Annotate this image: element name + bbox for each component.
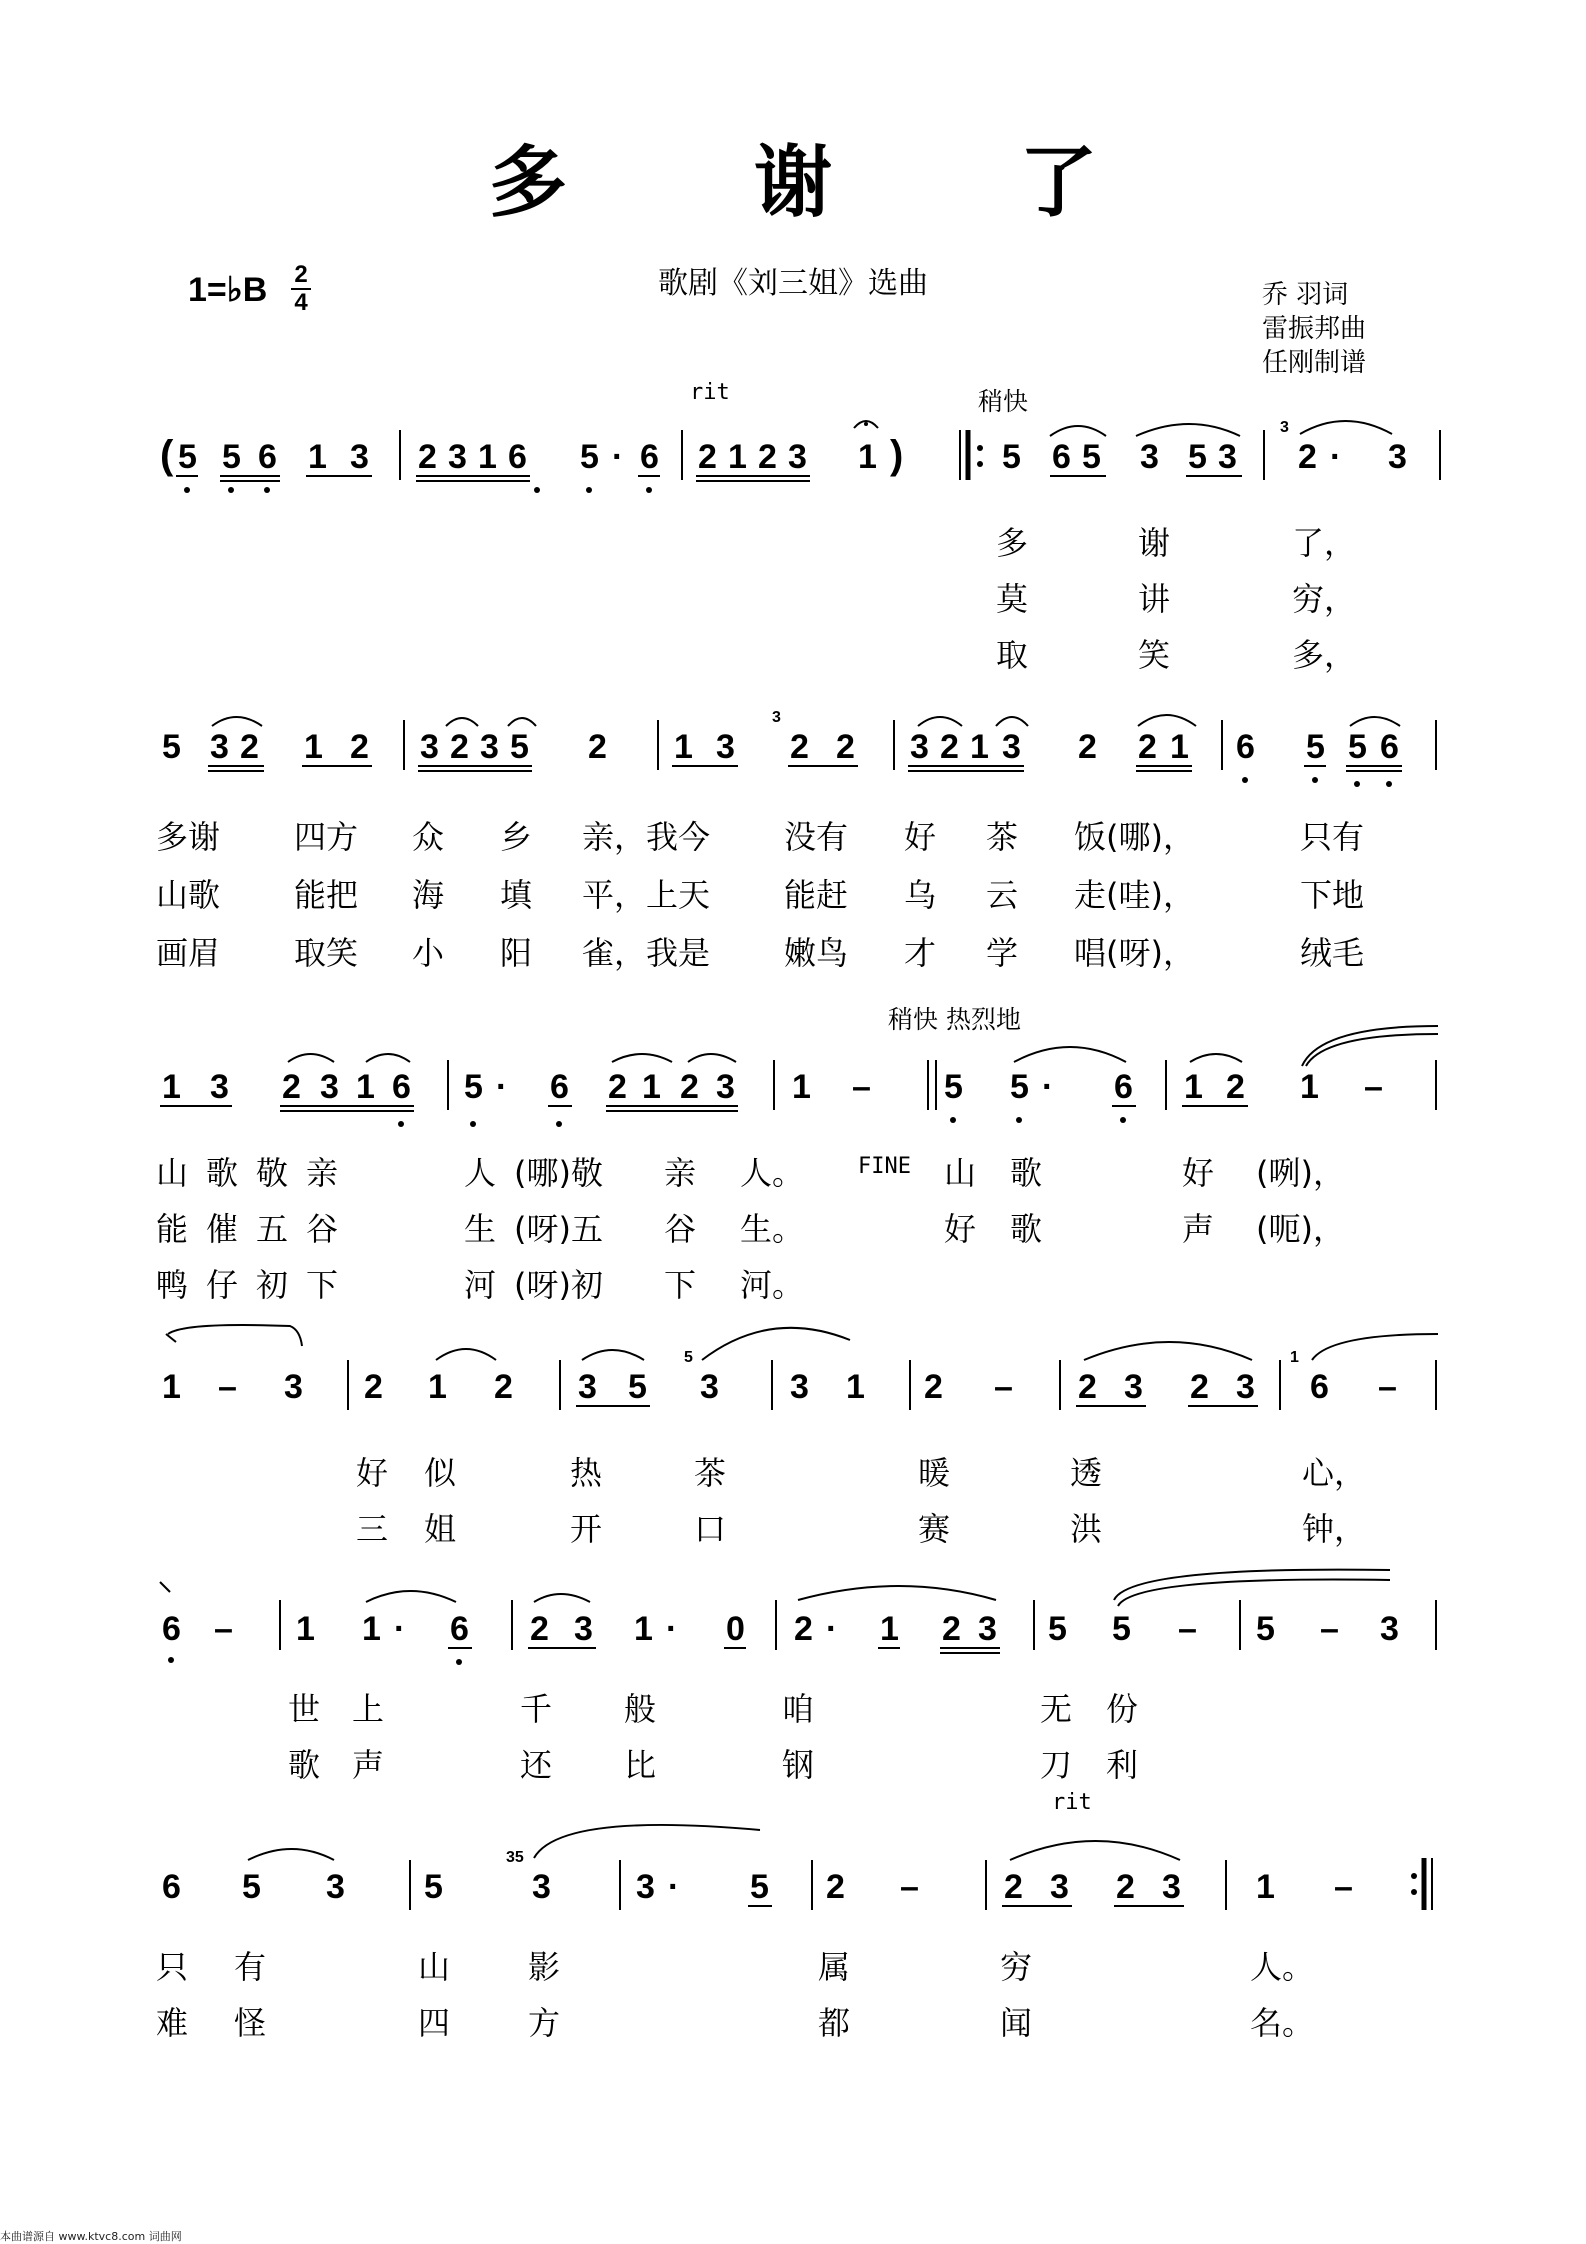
lyric: 歌 xyxy=(288,1746,321,1784)
svg-text:1: 1 xyxy=(674,728,693,766)
svg-text:3: 3 xyxy=(420,728,439,766)
lyric: 世 xyxy=(288,1690,321,1728)
lyric: 饭(哪)， xyxy=(1074,818,1195,856)
time-bottom: 4 xyxy=(294,289,308,316)
svg-text:2: 2 xyxy=(836,728,855,766)
tempo-term-2: 稍快 热烈地 xyxy=(888,1005,1021,1034)
lyric: 透 xyxy=(1070,1454,1103,1492)
lyric: 亲 xyxy=(664,1154,697,1192)
svg-text:–: – xyxy=(218,1368,237,1406)
svg-text:–: – xyxy=(852,1068,871,1106)
lyric: 开 xyxy=(570,1510,603,1548)
lyric: 谷 xyxy=(664,1210,697,1248)
lyric: (呃)， xyxy=(1256,1210,1345,1248)
lyric: 亲，我今 xyxy=(582,818,711,856)
tempo-term-1: 稍快 xyxy=(978,387,1029,416)
lyric: 还 xyxy=(520,1746,553,1784)
lyric: 茶 xyxy=(986,818,1019,856)
svg-text:·: · xyxy=(668,1868,680,1906)
lyric: 赛 xyxy=(918,1510,951,1548)
svg-text:2: 2 xyxy=(240,728,259,766)
svg-text:·: · xyxy=(612,438,624,476)
lyric: 方 xyxy=(528,2004,561,2042)
lyric: 姐 xyxy=(424,1510,457,1548)
lyric: 三 xyxy=(356,1510,389,1548)
lyric: 山歌敬亲 xyxy=(156,1154,357,1192)
svg-text:·: · xyxy=(1042,1068,1054,1106)
lyric: 下地 xyxy=(1300,876,1365,914)
lyric: 心， xyxy=(1302,1454,1367,1492)
svg-text:3: 3 xyxy=(790,1368,809,1406)
svg-text:2: 2 xyxy=(1116,1868,1135,1906)
lyric: 河 xyxy=(464,1266,497,1304)
lyric: (呀)初 xyxy=(514,1266,603,1304)
lyric: 山 xyxy=(944,1154,977,1192)
lyric: 刀 xyxy=(1040,1746,1073,1784)
svg-text:–: – xyxy=(1364,1068,1383,1106)
composer: 雷振邦曲 xyxy=(1262,314,1367,344)
svg-text:1: 1 xyxy=(478,438,497,476)
svg-text:3: 3 xyxy=(210,1068,229,1106)
svg-text:5: 5 xyxy=(1002,438,1021,476)
svg-text:2: 2 xyxy=(608,1068,627,1106)
lyric: 河。 xyxy=(740,1266,805,1304)
lyric: 咱 xyxy=(782,1690,815,1728)
svg-text:2: 2 xyxy=(530,1610,549,1648)
lyric: 钟， xyxy=(1302,1510,1367,1548)
svg-text:5: 5 xyxy=(1348,728,1367,766)
svg-text:3: 3 xyxy=(350,438,369,476)
lyric: 歌 xyxy=(1010,1210,1043,1248)
notation-system-1 xyxy=(160,419,1440,493)
lyric: 生。 xyxy=(740,1210,805,1248)
lyric: 有 xyxy=(234,1948,267,1986)
lyric: 才 xyxy=(904,934,937,972)
svg-text:1: 1 xyxy=(162,1068,181,1106)
svg-text:1: 1 xyxy=(1300,1068,1319,1106)
svg-text:·: · xyxy=(1330,438,1342,476)
svg-text:1: 1 xyxy=(1256,1868,1275,1906)
svg-text:5: 5 xyxy=(750,1868,769,1906)
svg-text:3: 3 xyxy=(978,1610,997,1648)
lyric: 笑 xyxy=(1138,636,1171,674)
lyric: 般 xyxy=(624,1690,657,1728)
lyric: 好 xyxy=(1182,1154,1215,1192)
svg-text:–: – xyxy=(900,1868,919,1906)
svg-text:3: 3 xyxy=(1002,728,1021,766)
svg-text:5: 5 xyxy=(1306,728,1325,766)
lyric: 嫩鸟 xyxy=(784,934,849,972)
lyric: 画眉 xyxy=(156,934,221,972)
lyric: 穷 xyxy=(1000,1948,1033,1986)
svg-text:6: 6 xyxy=(1236,728,1255,766)
lyric: 四 xyxy=(418,2004,451,2042)
svg-text:1: 1 xyxy=(792,1068,811,1106)
svg-text:2: 2 xyxy=(1138,728,1157,766)
svg-text:2: 2 xyxy=(494,1368,513,1406)
lyric: 都 xyxy=(818,2004,851,2042)
subtitle: 歌剧《刘三姐》选曲 xyxy=(658,266,928,301)
svg-text:·: · xyxy=(496,1068,508,1106)
svg-text:1: 1 xyxy=(362,1610,381,1648)
svg-text:5: 5 xyxy=(424,1868,443,1906)
svg-text:2: 2 xyxy=(794,1610,813,1648)
svg-text:5: 5 xyxy=(1188,438,1207,476)
lyric: 取笑 xyxy=(294,934,359,972)
lyric: 人 xyxy=(464,1154,497,1192)
lyric: 穷， xyxy=(1292,580,1357,618)
lyric: 利 xyxy=(1106,1746,1139,1784)
lyric: 好 xyxy=(944,1210,977,1248)
svg-text:6: 6 xyxy=(162,1610,181,1648)
svg-text:5: 5 xyxy=(1048,1610,1067,1648)
lyric: 声 xyxy=(1182,1210,1215,1248)
svg-text:·: · xyxy=(666,1610,678,1648)
svg-text:3: 3 xyxy=(578,1368,597,1406)
svg-text:1: 1 xyxy=(296,1610,315,1648)
lyric: 取 xyxy=(996,636,1029,674)
lyric: (咧)， xyxy=(1256,1154,1345,1192)
svg-text:2: 2 xyxy=(924,1368,943,1406)
svg-text:–: – xyxy=(1378,1368,1397,1406)
svg-text:6: 6 xyxy=(1114,1068,1133,1106)
lyric: 份 xyxy=(1106,1690,1139,1728)
lyric: 众 xyxy=(412,818,445,856)
notation-system-2 xyxy=(162,709,1436,787)
svg-text:1: 1 xyxy=(1290,1349,1299,1366)
svg-text:2: 2 xyxy=(680,1068,699,1106)
svg-text:1: 1 xyxy=(634,1610,653,1648)
svg-text:3: 3 xyxy=(788,438,807,476)
notation-system-6 xyxy=(162,1825,1432,1910)
rit-mark-2: rit xyxy=(1052,1790,1092,1815)
svg-text:5: 5 xyxy=(1082,438,1101,476)
svg-text:3: 3 xyxy=(910,728,929,766)
lyric: 难 xyxy=(156,2004,189,2042)
svg-text:–: – xyxy=(1334,1868,1353,1906)
svg-text:1: 1 xyxy=(356,1068,375,1106)
lyric: 小 xyxy=(412,934,445,972)
svg-text:0: 0 xyxy=(726,1610,745,1648)
svg-text:2: 2 xyxy=(758,438,777,476)
key-signature: 1=♭B xyxy=(188,271,268,309)
lyric: 学 xyxy=(986,934,1019,972)
svg-text:1: 1 xyxy=(308,438,327,476)
svg-text:5: 5 xyxy=(944,1068,963,1106)
svg-text:): ) xyxy=(890,433,904,477)
lyric: 莫 xyxy=(996,580,1029,618)
svg-text:1: 1 xyxy=(642,1068,661,1106)
svg-text:2: 2 xyxy=(826,1868,845,1906)
svg-text:2: 2 xyxy=(350,728,369,766)
svg-text:2: 2 xyxy=(942,1610,961,1648)
lyric: 走(哇)， xyxy=(1074,876,1195,914)
svg-text:3: 3 xyxy=(716,1068,735,1106)
notation-system-4 xyxy=(162,1325,1438,1410)
svg-text:5: 5 xyxy=(510,728,529,766)
lyric: 平，上天 xyxy=(582,876,711,914)
lyric: 口 xyxy=(694,1510,727,1548)
lyric: 山歌 xyxy=(156,876,221,914)
svg-text:2: 2 xyxy=(1226,1068,1245,1106)
svg-text:3: 3 xyxy=(320,1068,339,1106)
svg-text:2: 2 xyxy=(1190,1368,1209,1406)
svg-text:1: 1 xyxy=(428,1368,447,1406)
time-top: 2 xyxy=(294,261,308,288)
svg-text:6: 6 xyxy=(1052,438,1071,476)
svg-text:3: 3 xyxy=(716,728,735,766)
svg-text:1: 1 xyxy=(162,1368,181,1406)
svg-text:1: 1 xyxy=(880,1610,899,1648)
lyric: 闻 xyxy=(1000,2004,1033,2042)
lyric: 生 xyxy=(464,1210,497,1248)
lyric: 海 xyxy=(412,876,445,914)
lyric: 无 xyxy=(1040,1690,1073,1728)
lyric: 歌 xyxy=(1010,1154,1043,1192)
lyric: 下 xyxy=(664,1266,697,1304)
svg-text:–: – xyxy=(214,1610,233,1648)
svg-text:·: · xyxy=(826,1610,838,1648)
lyric: (哪)敬 xyxy=(514,1154,603,1192)
lyric: 多谢 xyxy=(156,818,221,856)
arranger: 任刚制谱 xyxy=(1262,348,1367,378)
svg-text:6: 6 xyxy=(508,438,527,476)
svg-text:3: 3 xyxy=(1140,438,1159,476)
svg-text:2: 2 xyxy=(790,728,809,766)
svg-text:–: – xyxy=(1178,1610,1197,1648)
svg-text:2: 2 xyxy=(1298,438,1317,476)
svg-text:3: 3 xyxy=(1388,438,1407,476)
svg-text:1: 1 xyxy=(1184,1068,1203,1106)
svg-text:2: 2 xyxy=(450,728,469,766)
svg-text:5: 5 xyxy=(178,438,197,476)
lyric: 钢 xyxy=(782,1746,815,1784)
lyric: 云 xyxy=(986,876,1019,914)
lyric: 好 xyxy=(904,818,937,856)
lyric: 没有 xyxy=(784,818,849,856)
lyric: 唱(呀)， xyxy=(1074,934,1195,972)
lyric: 声 xyxy=(352,1746,385,1784)
svg-text:3: 3 xyxy=(574,1610,593,1648)
svg-text:5: 5 xyxy=(1010,1068,1029,1106)
svg-text:1: 1 xyxy=(1170,728,1189,766)
svg-text:3: 3 xyxy=(284,1368,303,1406)
svg-text:6: 6 xyxy=(640,438,659,476)
lyric: 多， xyxy=(1292,636,1357,674)
svg-text:3: 3 xyxy=(1124,1368,1143,1406)
svg-text:1: 1 xyxy=(970,728,989,766)
svg-text:6: 6 xyxy=(258,438,277,476)
svg-text:3: 3 xyxy=(772,709,781,726)
svg-text:3: 3 xyxy=(1236,1368,1255,1406)
svg-text:(: ( xyxy=(160,433,174,477)
svg-text:6: 6 xyxy=(450,1610,469,1648)
svg-text:5: 5 xyxy=(1112,1610,1131,1648)
svg-text:2: 2 xyxy=(1078,728,1097,766)
lyric: 怪 xyxy=(234,2004,267,2042)
svg-text:1: 1 xyxy=(858,438,877,476)
lyric: 乌 xyxy=(904,876,937,914)
lyricist: 乔 羽词 xyxy=(1262,280,1349,310)
svg-text:6: 6 xyxy=(550,1068,569,1106)
svg-text:5: 5 xyxy=(628,1368,647,1406)
lyric: 四方 xyxy=(294,818,359,856)
svg-text:3: 3 xyxy=(532,1868,551,1906)
lyric: 属 xyxy=(818,1948,851,1986)
svg-text:2: 2 xyxy=(282,1068,301,1106)
svg-text:3: 3 xyxy=(700,1368,719,1406)
lyric: 茶 xyxy=(694,1454,727,1492)
svg-text:3: 3 xyxy=(636,1868,655,1906)
lyric: 绒毛 xyxy=(1300,934,1365,972)
svg-text:5: 5 xyxy=(242,1868,261,1906)
lyric: 多 xyxy=(996,524,1029,562)
svg-text:3: 3 xyxy=(1162,1868,1181,1906)
svg-text:2: 2 xyxy=(364,1368,383,1406)
lyric: 能催五谷 xyxy=(156,1210,357,1248)
lyric: (呀)五 xyxy=(514,1210,603,1248)
lyric: 洪 xyxy=(1070,1510,1103,1548)
lyric: 只 xyxy=(156,1948,189,1986)
svg-text:·: · xyxy=(394,1610,406,1648)
lyric: 雀，我是 xyxy=(582,934,711,972)
lyric: 人。 xyxy=(740,1154,805,1192)
rit-mark-1: rit xyxy=(690,380,730,405)
lyric: 上 xyxy=(352,1690,385,1728)
svg-text:5: 5 xyxy=(162,728,181,766)
lyric: 千 xyxy=(520,1690,553,1728)
svg-text:2: 2 xyxy=(940,728,959,766)
svg-text:1: 1 xyxy=(304,728,323,766)
svg-text:2: 2 xyxy=(1004,1868,1023,1906)
lyric: 讲 xyxy=(1138,580,1171,618)
svg-text:6: 6 xyxy=(1310,1368,1329,1406)
svg-text:2: 2 xyxy=(588,728,607,766)
svg-text:5: 5 xyxy=(1256,1610,1275,1648)
svg-text:2: 2 xyxy=(1078,1368,1097,1406)
lyric: 似 xyxy=(424,1454,457,1492)
svg-text:3: 3 xyxy=(1218,438,1237,476)
svg-text:3: 3 xyxy=(326,1868,345,1906)
lyric: 阳 xyxy=(500,934,533,972)
svg-text:5: 5 xyxy=(580,438,599,476)
fine-mark: FINE xyxy=(858,1154,911,1179)
svg-text:5: 5 xyxy=(464,1068,483,1106)
svg-text:1: 1 xyxy=(846,1368,865,1406)
svg-text:–: – xyxy=(1320,1610,1339,1648)
lyric: 能赶 xyxy=(784,876,849,914)
footer-source: 本曲谱源自 www.ktvc8.com 词曲网 xyxy=(0,2230,182,2243)
svg-text:3: 3 xyxy=(210,728,229,766)
lyric: 乡 xyxy=(500,818,533,856)
svg-text:3: 3 xyxy=(1050,1868,1069,1906)
svg-text:5: 5 xyxy=(684,1349,693,1366)
svg-text:–: – xyxy=(994,1368,1013,1406)
svg-text:5: 5 xyxy=(222,438,241,476)
svg-text:6: 6 xyxy=(162,1868,181,1906)
lyric: 填 xyxy=(500,876,533,914)
svg-text:6: 6 xyxy=(392,1068,411,1106)
svg-text:2: 2 xyxy=(418,438,437,476)
notation-system-3 xyxy=(160,1026,1438,1127)
svg-text:1: 1 xyxy=(728,438,747,476)
svg-text:35: 35 xyxy=(506,1849,524,1866)
lyric: 鸭仔初下 xyxy=(156,1266,357,1304)
svg-text:6: 6 xyxy=(1380,728,1399,766)
svg-text:3: 3 xyxy=(448,438,467,476)
song-title: 多 谢 了 xyxy=(488,137,1178,228)
lyric: 了， xyxy=(1292,524,1357,562)
lyric: 能把 xyxy=(294,876,359,914)
notation-system-5 xyxy=(160,1570,1436,1665)
svg-text:2: 2 xyxy=(698,438,717,476)
svg-text:3: 3 xyxy=(480,728,499,766)
lyric: 山 xyxy=(418,1948,451,1986)
svg-text:3: 3 xyxy=(1280,419,1289,436)
lyric: 好 xyxy=(356,1454,389,1492)
lyric: 谢 xyxy=(1138,524,1171,562)
lyric: 影 xyxy=(528,1948,561,1986)
svg-text:3: 3 xyxy=(1380,1610,1399,1648)
lyric: 名。 xyxy=(1250,2004,1315,2042)
lyric: 比 xyxy=(624,1746,657,1784)
lyric: 只有 xyxy=(1300,818,1365,856)
lyric: 暖 xyxy=(918,1454,951,1492)
lyric: 人。 xyxy=(1250,1948,1315,1986)
lyric: 热 xyxy=(570,1454,603,1492)
